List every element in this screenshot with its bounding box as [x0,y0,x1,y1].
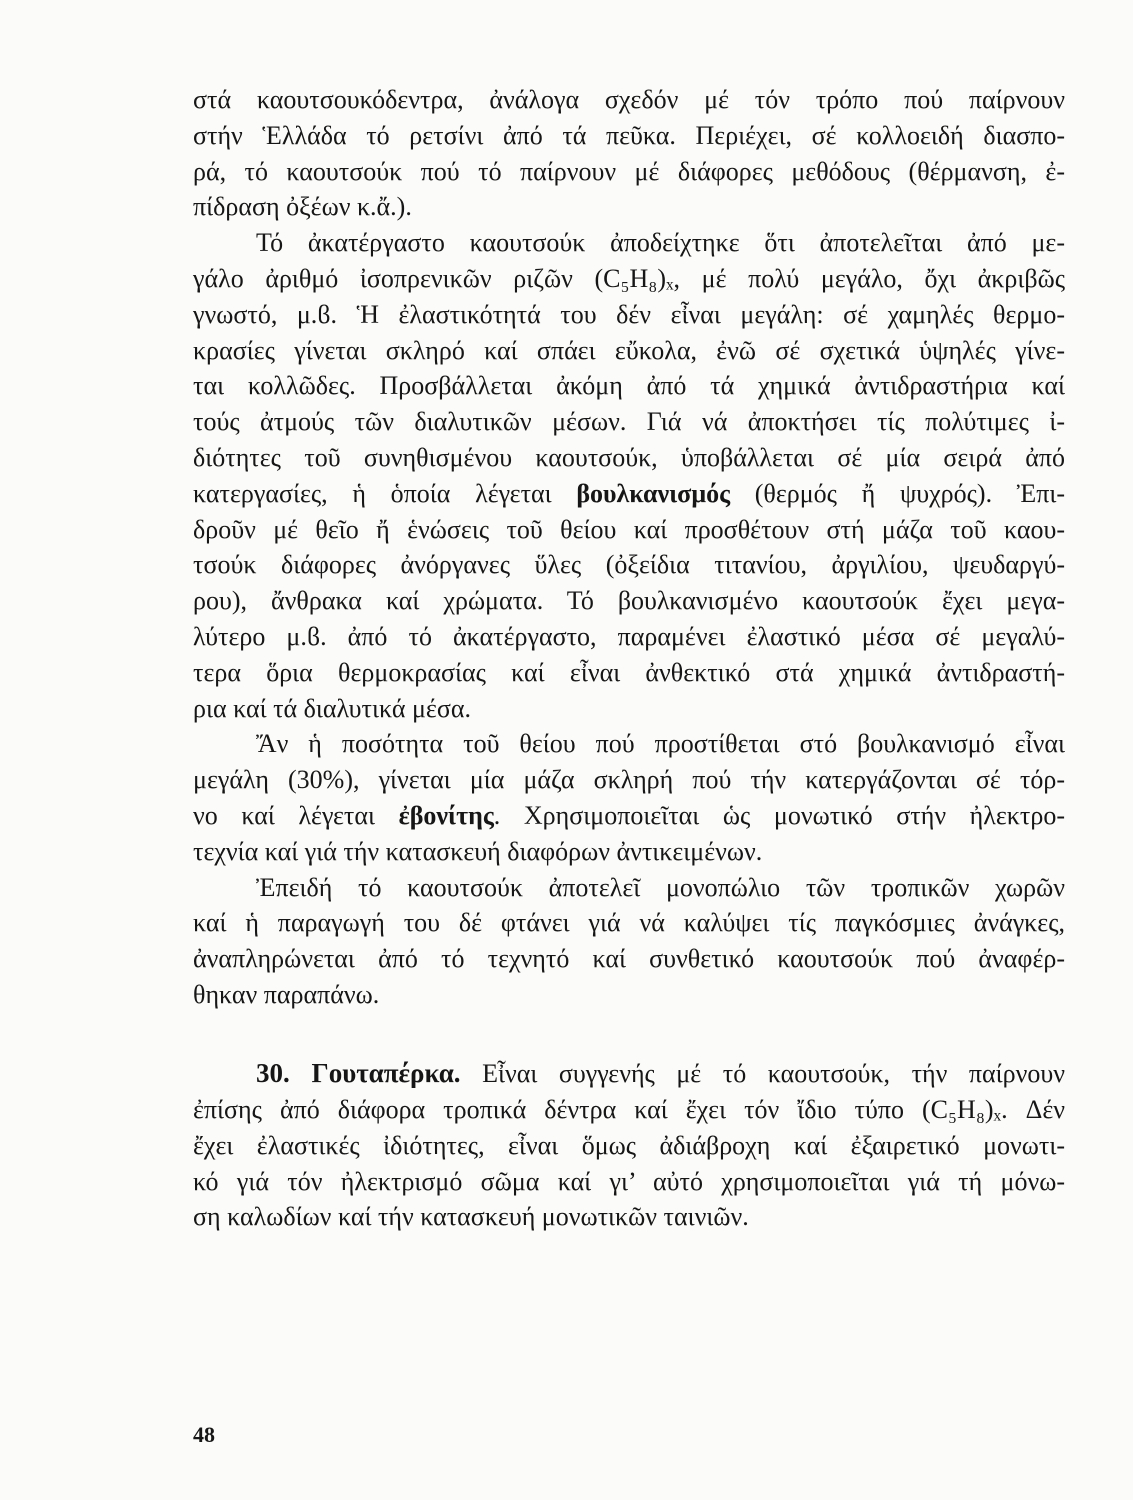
paragraph-3 [193,726,1065,869]
line-text: ἔχει ἐλαστικές ἰδιότητες, εἶναι ὅμως ἀδιάβροχη καί ἐξαιρετικό μονωτι- [193,1130,1065,1160]
line-text: τεχνία καί γιά τήν κατασκευή διαφόρων ἀντικειμένων. [193,836,763,866]
line-text: ρια καί τά διαλυτικά μέσα. [193,693,471,723]
text-line [193,404,1065,440]
line-text: στά καουτσουκόδεντρα, ἀνάλογα σχεδόν μέ τόν τρόπο πού παίρνουν [193,85,1065,114]
text-line [193,154,1065,190]
line-text [193,801,1065,830]
line-segment: νο καί λέγεται [193,800,399,830]
line-text: γνωστό, μ.ϐ. Ἡ ἐλαστικότητά του δέν εἶναι μεγάλη: σέ χαμηλές θερμο- [193,299,1065,329]
text-line [193,1199,1065,1235]
text-line [193,333,1065,369]
line-text: τσούκ διάφορες ἀνόργανες ὕλες (ὀξείδια τιτανίου, ἀργιλίου, ψευδαργύ- [193,550,1065,580]
page-number: 48 [193,1422,215,1447]
line-text: Ἐπειδή τό καουτσούκ ἀποτελεῖ μονοπώλιο τῶν τροπικῶν χωρῶν [256,872,1065,902]
paragraph-1 [193,82,1065,225]
line-text: ση καλωδίων καί τήν κατασκευή μονωτικῶν ταινιῶν. [193,1202,749,1232]
section-heading: 30. Γουταπέρκα. [256,1058,461,1089]
text-line [193,905,1065,941]
line-text: γάλο ἀριθμό ἰσοπρενικῶν ριζῶν (C₅H₈)ₓ, μέ πολύ μεγάλο, ὄχι ἀκριβῶς [193,263,1065,293]
line-segment: κατεργασίες, ἡ ὁποία λέγεται [193,478,577,508]
text-line [193,1056,1065,1092]
line-segment: (θερμός ἤ ψυχρός). Ἐπι- [730,478,1065,508]
text-line [193,225,1065,261]
line-text: ται κολλῶδες. Προσβάλλεται ἀκόμη ἀπό τά χημικά ἀντιδραστήρια καί [193,371,1065,401]
line-text: τούς ἀτμούς τῶν διαλυτικῶν μέσων. Γιά νά ἀποκτήσει τίς πολύτιμες ἰ- [193,407,1065,437]
line-text: πίδραση ὀξέων κ.ἄ.). [193,192,412,222]
text-line [193,798,1065,834]
text-line [193,512,1065,548]
text-line [193,1164,1065,1200]
text-line [193,870,1065,906]
text-line [193,1128,1065,1164]
text-line [193,368,1065,404]
paragraph-4 [193,870,1065,1013]
line-text: κρασίες γίνεται σκληρό καί σπάει εὔκολα, ἐνῶ σέ σχετικά ὑψηλές γίνε- [193,335,1065,365]
line-text: ἐπίσης ἀπό διάφορα τροπικά δέντρα καί ἔχει τόν ἴδιο τύπο (C₅H₈)ₓ. Δέν [193,1094,1065,1124]
page-body [193,82,1065,1235]
bold-term: ἐβονίτης [398,800,494,830]
text-line [193,941,1065,977]
text-line [193,118,1065,154]
line-text: ρά, τό καουτσούκ πού τό παίρνουν μέ διάφορες μεθόδους (θέρμανση, ἐ- [193,156,1065,186]
line-text: καί ἡ παραγωγή του δέ φτάνει γιά νά καλύψει τίς παγκόσμιες ἀνάγκες, [193,908,1065,938]
line-text: τερα ὅρια θερμοκρασίας καί εἶναι ἀνθεκτικό στά χημικά ἀντιδραστή- [193,657,1065,687]
line-text: Ἄν ἡ ποσότητα τοῦ θείου πού προστίθεται στό βουλκανισμό εἶναι [256,729,1065,759]
text-line [193,440,1065,476]
paragraph-2 [193,225,1065,726]
text-line [193,619,1065,655]
line-text [256,1059,1065,1088]
text-line [193,297,1065,333]
text-line [193,1092,1065,1128]
text-line [193,189,1065,225]
line-segment: . Χρησιμοποιεῖται ὡς μονωτικό στήν ἠλεκτρο- [493,800,1065,830]
text-line [193,476,1065,512]
line-text: κό γιά τόν ἠλεκτρισμό σῶμα καί γι’ αὐτό χρησιμοποιεῖται γιά τή μόνω- [193,1166,1065,1196]
line-text: διότητες τοῦ συνηθισμένου καουτσούκ, ὑποβάλλεται σέ μία σειρά ἀπό [193,442,1065,472]
line-text: λύτερο μ.ϐ. ἀπό τό ἀκατέργαστο, παραμένει ἐλαστικό μέσα σέ μεγαλύ- [193,621,1065,651]
line-text: μεγάλη (30%), γίνεται μία μάζα σκληρή πού τήν κατεργάζονται σέ τόρ- [193,765,1065,795]
text-line [193,655,1065,691]
line-text [193,479,1065,508]
text-line [193,977,1065,1013]
bold-term: βουλκανισμός [576,478,731,508]
text-line [193,547,1065,583]
text-line [193,726,1065,762]
section-30 [193,1056,1065,1235]
line-text: δροῦν μέ θεῖο ἤ ἑνώσεις τοῦ θείου καί προσθέτουν στή μάζα τοῦ καου- [193,514,1065,544]
text-line [193,834,1065,870]
line-text: Τό ἀκατέργαστο καουτσούκ ἀποδείχτηκε ὅτι ἀποτελεῖται ἀπό με- [256,228,1065,258]
text-line [193,583,1065,619]
text-line [193,82,1065,118]
line-text: θηκαν παραπάνω. [193,979,380,1009]
line-text: στήν Ἑλλάδα τό ρετσίνι ἀπό τά πεῦκα. Περιέχει, σέ κολλοειδή διασπο- [193,120,1065,150]
line-segment: Εἶναι συγγενής μέ τό καουτσούκ, τήν παίρνουν [460,1059,1065,1089]
text-line [193,261,1065,297]
line-text: ἀναπληρώνεται ἀπό τό τεχνητό καί συνθετικό καουτσούκ πού ἀναφέρ- [193,944,1065,974]
text-line [193,762,1065,798]
text-line [193,691,1065,727]
line-text: ρου), ἄνθρακα καί χρώματα. Τό βουλκανισμένο καουτσούκ ἔχει μεγα- [193,586,1065,616]
